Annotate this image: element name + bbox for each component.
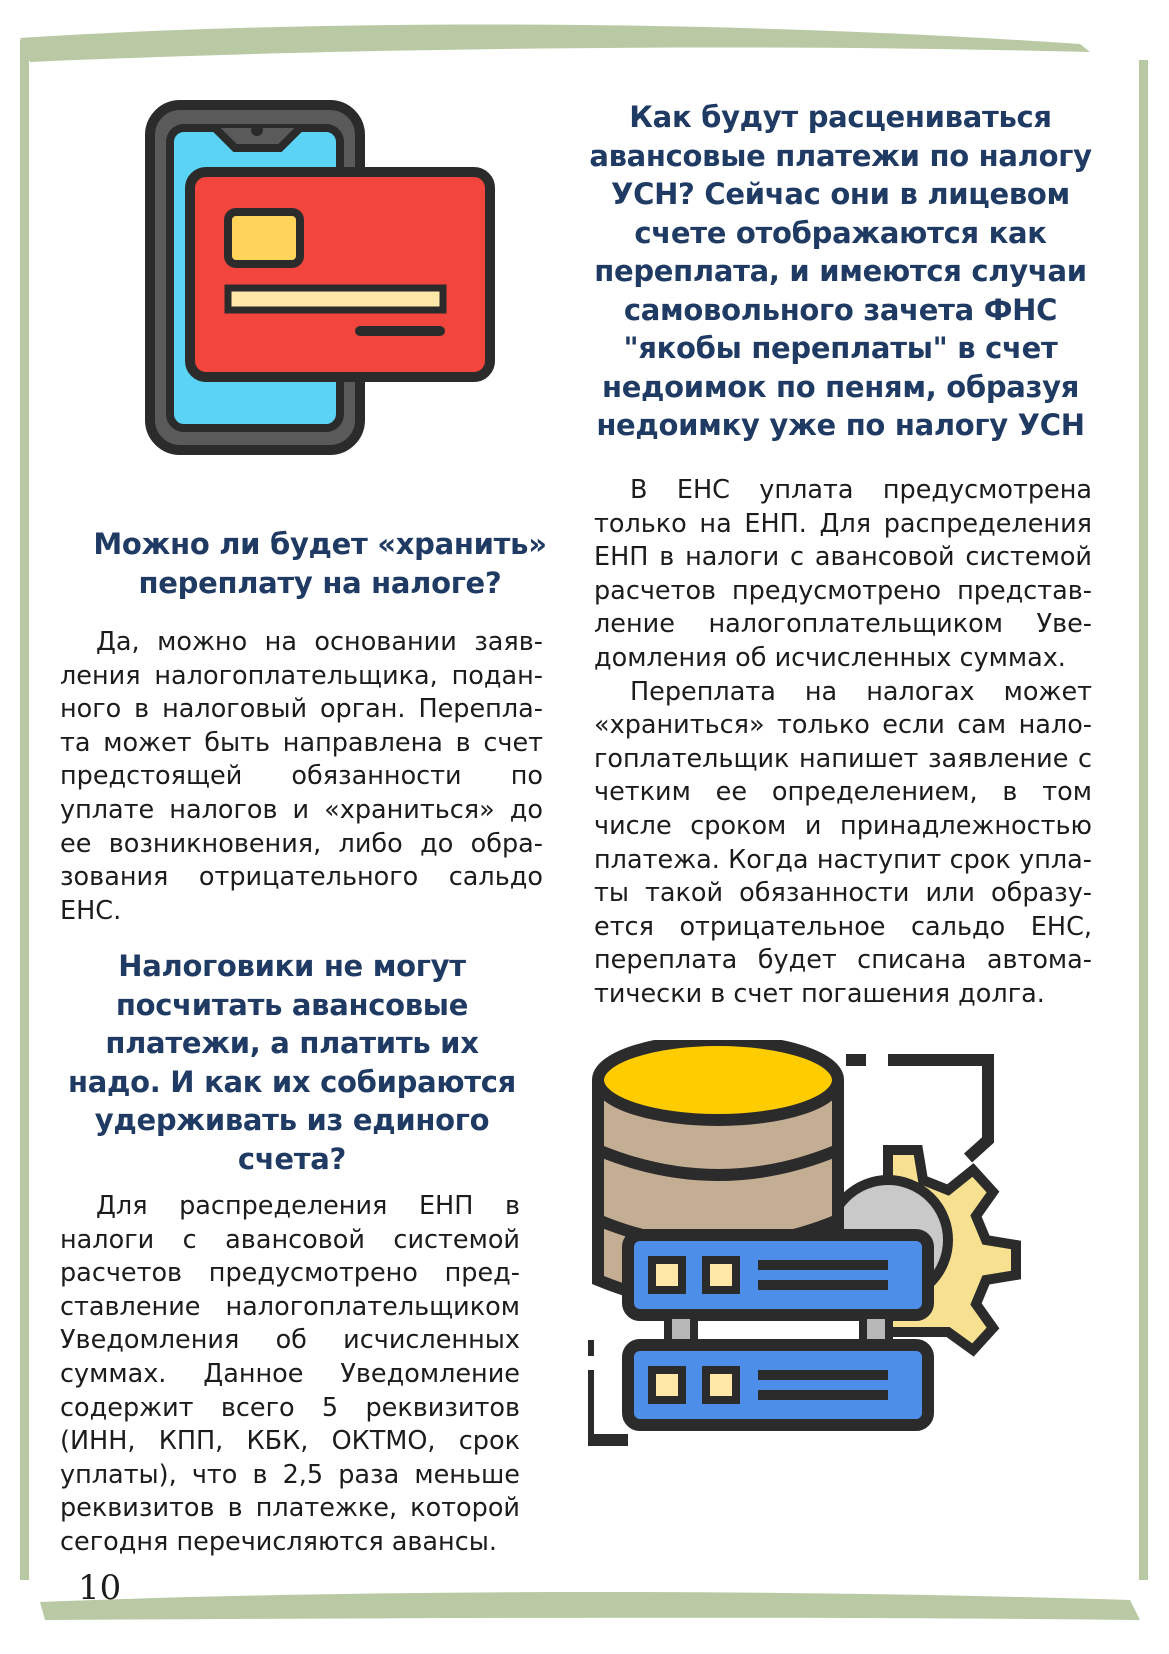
paragraph: Переплата на налогах может «храниться» только если сам налогоплательщик напишет заявление с четким ее определением, в том числе сроком и принадлежностью платежа. Когда наступит срок уплаты такой обязанности или образуется отрицательное сальдо ЕНС, переплата будет списана автоматически в счет погашения долга. bbox=[594, 676, 1092, 1009]
heading-line: недоимку уже по налогу УСН bbox=[596, 408, 1085, 442]
right-heading bbox=[578, 98, 1103, 445]
heading-line: счета? bbox=[237, 1141, 347, 1176]
heading-line: "якобы переплаты" в счет bbox=[623, 331, 1058, 365]
heading-line: недоимок по пеням, образуя bbox=[601, 369, 1080, 404]
phone-card-icon bbox=[140, 100, 520, 480]
heading-line: Как будут расцениваться bbox=[629, 100, 1052, 134]
left-heading-1 bbox=[70, 525, 570, 603]
page-number: 10 bbox=[78, 1568, 122, 1608]
frame-right-stroke bbox=[1136, 60, 1150, 1580]
paragraph: Для распределения ЕНП в налоги с авансовой системой расчетов предусмотрено представление налогоплательщиком Уведомления об исчисленных суммах. Данное Уведомление содержит всего 5 реквизитов (ИНН, КПП, КБК, ОКТМО, срок уплаты), что в 2,5 раза меньше реквизитов в платежке, которой сегодня перечисляются авансы. bbox=[60, 1191, 520, 1557]
paragraph: В ЕНС уплата предусмотрена только на ЕНП. Для распределения ЕНП в налоги с авансовой системой расчетов предусмотрено представление налогоплательщиком Уведомления об исчисленных суммах. bbox=[594, 475, 1092, 673]
heading-line: переплату на налоге? bbox=[138, 566, 502, 600]
right-body-text bbox=[594, 474, 1092, 1012]
database-gear-icon bbox=[588, 1040, 1068, 1520]
heading-line: посчитать авансовые bbox=[115, 987, 469, 1022]
frame-left-stroke bbox=[18, 40, 32, 1580]
heading-line: переплата, и имеются случаи bbox=[594, 254, 1087, 288]
left-body-text-1 bbox=[60, 626, 543, 928]
paragraph: Да, можно на основании заявления налогоплательщика, поданного в налоговый орган. Переплата может быть направлена в счет предстоящей обязанности по уплате налогов и «храниться» до ее возникновения, либо до образования отрицательного сальдо ЕНС. bbox=[60, 627, 543, 926]
heading-line: надо. И как их собираются bbox=[68, 1064, 516, 1099]
heading-line: Можно ли будет «хранить» bbox=[93, 527, 547, 561]
frame-bottom-stroke bbox=[0, 1560, 1169, 1654]
heading-line: счете отображаются как bbox=[634, 215, 1047, 250]
heading-line: платежи, а платить их bbox=[105, 1026, 479, 1060]
left-body-text-2 bbox=[60, 1190, 520, 1560]
heading-line: УСН? Сейчас они в лицевом bbox=[611, 177, 1070, 211]
heading-line: удерживать из единого bbox=[94, 1103, 490, 1137]
heading-line: авансовые платежи по налогу bbox=[589, 138, 1092, 173]
left-heading-2 bbox=[62, 947, 522, 1178]
heading-line: Налоговики не могут bbox=[118, 949, 466, 983]
frame-top-stroke bbox=[0, 0, 1169, 90]
heading-line: самовольного зачета ФНС bbox=[623, 292, 1058, 327]
